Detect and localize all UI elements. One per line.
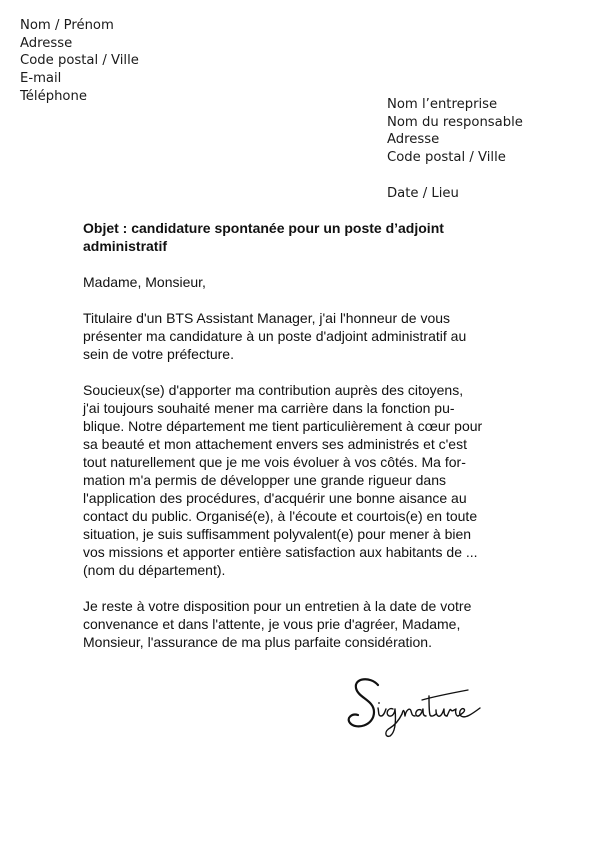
recipient-manager: Nom du responsable <box>387 114 523 130</box>
paragraph-line: vos missions et apporter entière satisfaction aux habitants de ... <box>83 544 478 560</box>
sender-postal-city: Code postal / Ville <box>20 53 139 69</box>
sender-address-block <box>20 17 139 106</box>
recipient-company: Nom l’entreprise <box>387 97 498 112</box>
paragraph-line: Monsieur, l'assurance de ma plus parfaite considération. <box>83 634 432 650</box>
paragraph-line: Soucieux(se) d'apporter ma contribution auprès des citoyens, <box>83 382 464 398</box>
paragraph-line: sa beauté et mon attachement envers ses administrés et c'est <box>83 436 467 452</box>
paragraph-closing <box>83 597 471 651</box>
paragraph-line: Titulaire d'un BTS Assistant Manager, j'ai l'honneur de vous <box>83 310 451 326</box>
sender-email: E-mail <box>20 71 62 87</box>
paragraph-line: l'application des procédures, d'acquérir une bonne aisance au <box>83 490 467 506</box>
recipient-address: Adresse <box>387 132 440 148</box>
paragraph-line: mation m'a permis de développer une grande rigueur dans <box>83 472 447 488</box>
paragraph-line: Je reste à votre disposition pour un entretien à la date de votre <box>83 598 472 614</box>
paragraph-line: blique. Notre département me tient particulièrement à cœur pour <box>83 418 483 434</box>
date-place <box>387 185 459 203</box>
sender-phone: Téléphone <box>20 88 87 104</box>
subject-line <box>83 219 513 255</box>
paragraph-line: tout naturellement que je me vois évoluer à vos côtés. Ma for- <box>83 454 466 470</box>
paragraph-motivation <box>83 381 482 579</box>
paragraph-line: sein de votre préfecture. <box>83 346 234 362</box>
paragraph-line: (nom du département). <box>83 562 226 578</box>
salutation-text: Madame, Monsieur, <box>83 274 206 290</box>
paragraph-line: j'ai toujours souhaité mener ma carrière dans la fonction pu- <box>83 400 455 416</box>
salutation <box>83 273 206 291</box>
paragraph-line: présenter ma candidature à un poste d'adjoint administratif au <box>83 328 467 344</box>
subject-line-2: administratif <box>83 238 168 254</box>
paragraph-line: situation, je suis suffisamment polyvalent(e) pour mener à bien <box>83 526 472 542</box>
recipient-postal-city: Code postal / Ville <box>387 150 506 166</box>
sender-name: Nom / Prénom <box>20 18 114 33</box>
handwritten-signature <box>344 674 489 746</box>
paragraph-line: convenance et dans l'attente, je vous prie d'agréer, Madame, <box>83 616 461 632</box>
paragraph-line: contact du public. Organisé(e), à l'écoute et courtois(e) en toute <box>83 508 478 524</box>
subject-line-1: Objet : candidature spontanée pour un poste d’adjoint <box>83 220 444 236</box>
date-place-text: Date / Lieu <box>387 186 459 201</box>
paragraph-intro <box>83 309 466 363</box>
recipient-address-block <box>387 96 523 167</box>
sender-address: Adresse <box>20 35 73 51</box>
